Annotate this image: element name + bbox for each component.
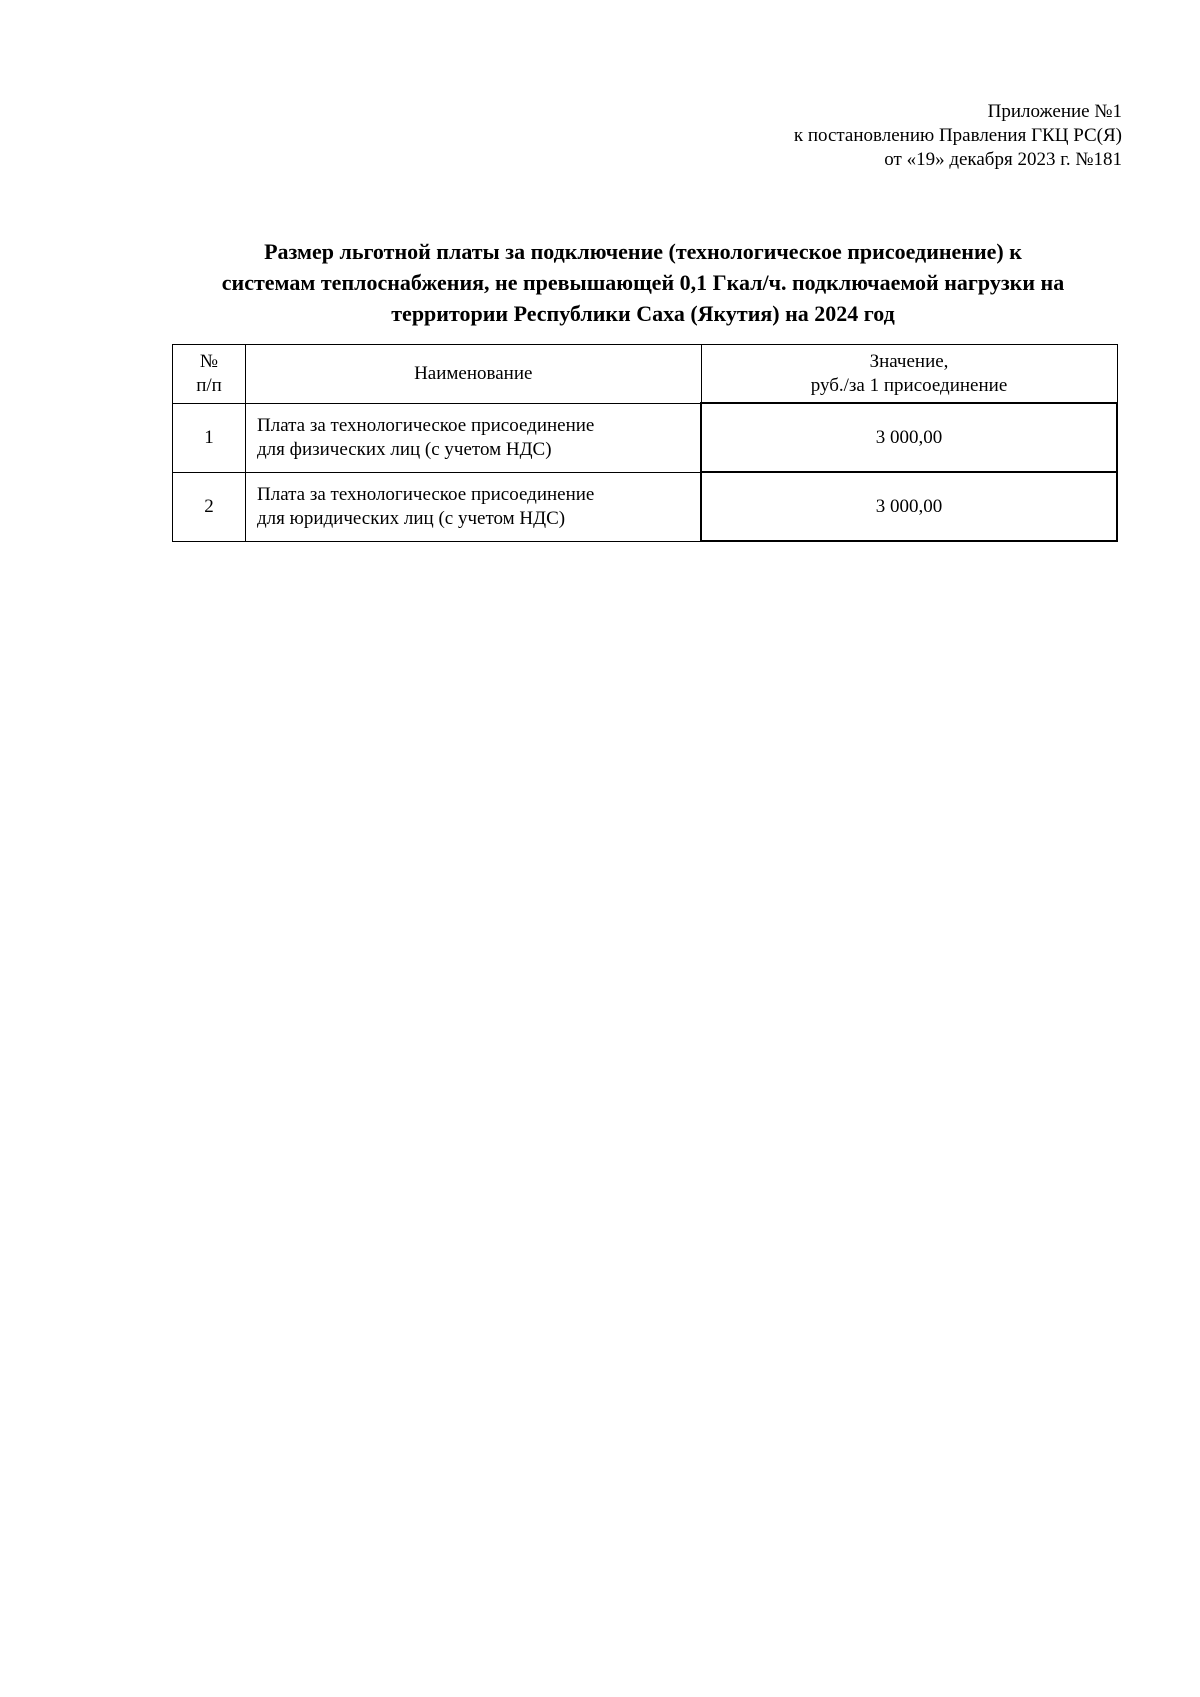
header-number: № п/п bbox=[173, 345, 246, 404]
row-number: 1 bbox=[173, 403, 246, 472]
title-line-3: территории Республики Саха (Якутия) на 2024 год bbox=[391, 301, 895, 326]
table-row bbox=[173, 403, 1118, 472]
appendix-date: от «19» декабря 2023 г. №181 bbox=[884, 149, 1122, 170]
title-line-1: Размер льготной платы за подключение (технологическое присоединение) к bbox=[264, 239, 1022, 264]
row-value: 3 000,00 bbox=[701, 403, 1117, 472]
title-line-2: системам теплоснабжения, не превышающей 0,1 Гкал/ч. подключаемой нагрузки на bbox=[221, 270, 1065, 295]
table-header-row bbox=[173, 345, 1118, 404]
tariff-table bbox=[172, 344, 1118, 542]
header-value: Значение, руб./за 1 присоединение bbox=[701, 345, 1117, 404]
appendix-resolution: к постановлению Правления ГКЦ РС(Я) bbox=[793, 125, 1122, 146]
header-name: Наименование bbox=[246, 345, 702, 404]
row-value: 3 000,00 bbox=[701, 472, 1117, 541]
row-number: 2 bbox=[173, 472, 246, 541]
row-name: Плата за технологическое присоединение для физических лиц (с учетом НДС) bbox=[246, 403, 702, 472]
table-row bbox=[173, 472, 1118, 541]
document-title bbox=[170, 236, 1116, 329]
appendix-header bbox=[794, 100, 1122, 172]
row-name: Плата за технологическое присоединение для юридических лиц (с учетом НДС) bbox=[246, 472, 702, 541]
appendix-number: Приложение №1 bbox=[987, 101, 1122, 122]
